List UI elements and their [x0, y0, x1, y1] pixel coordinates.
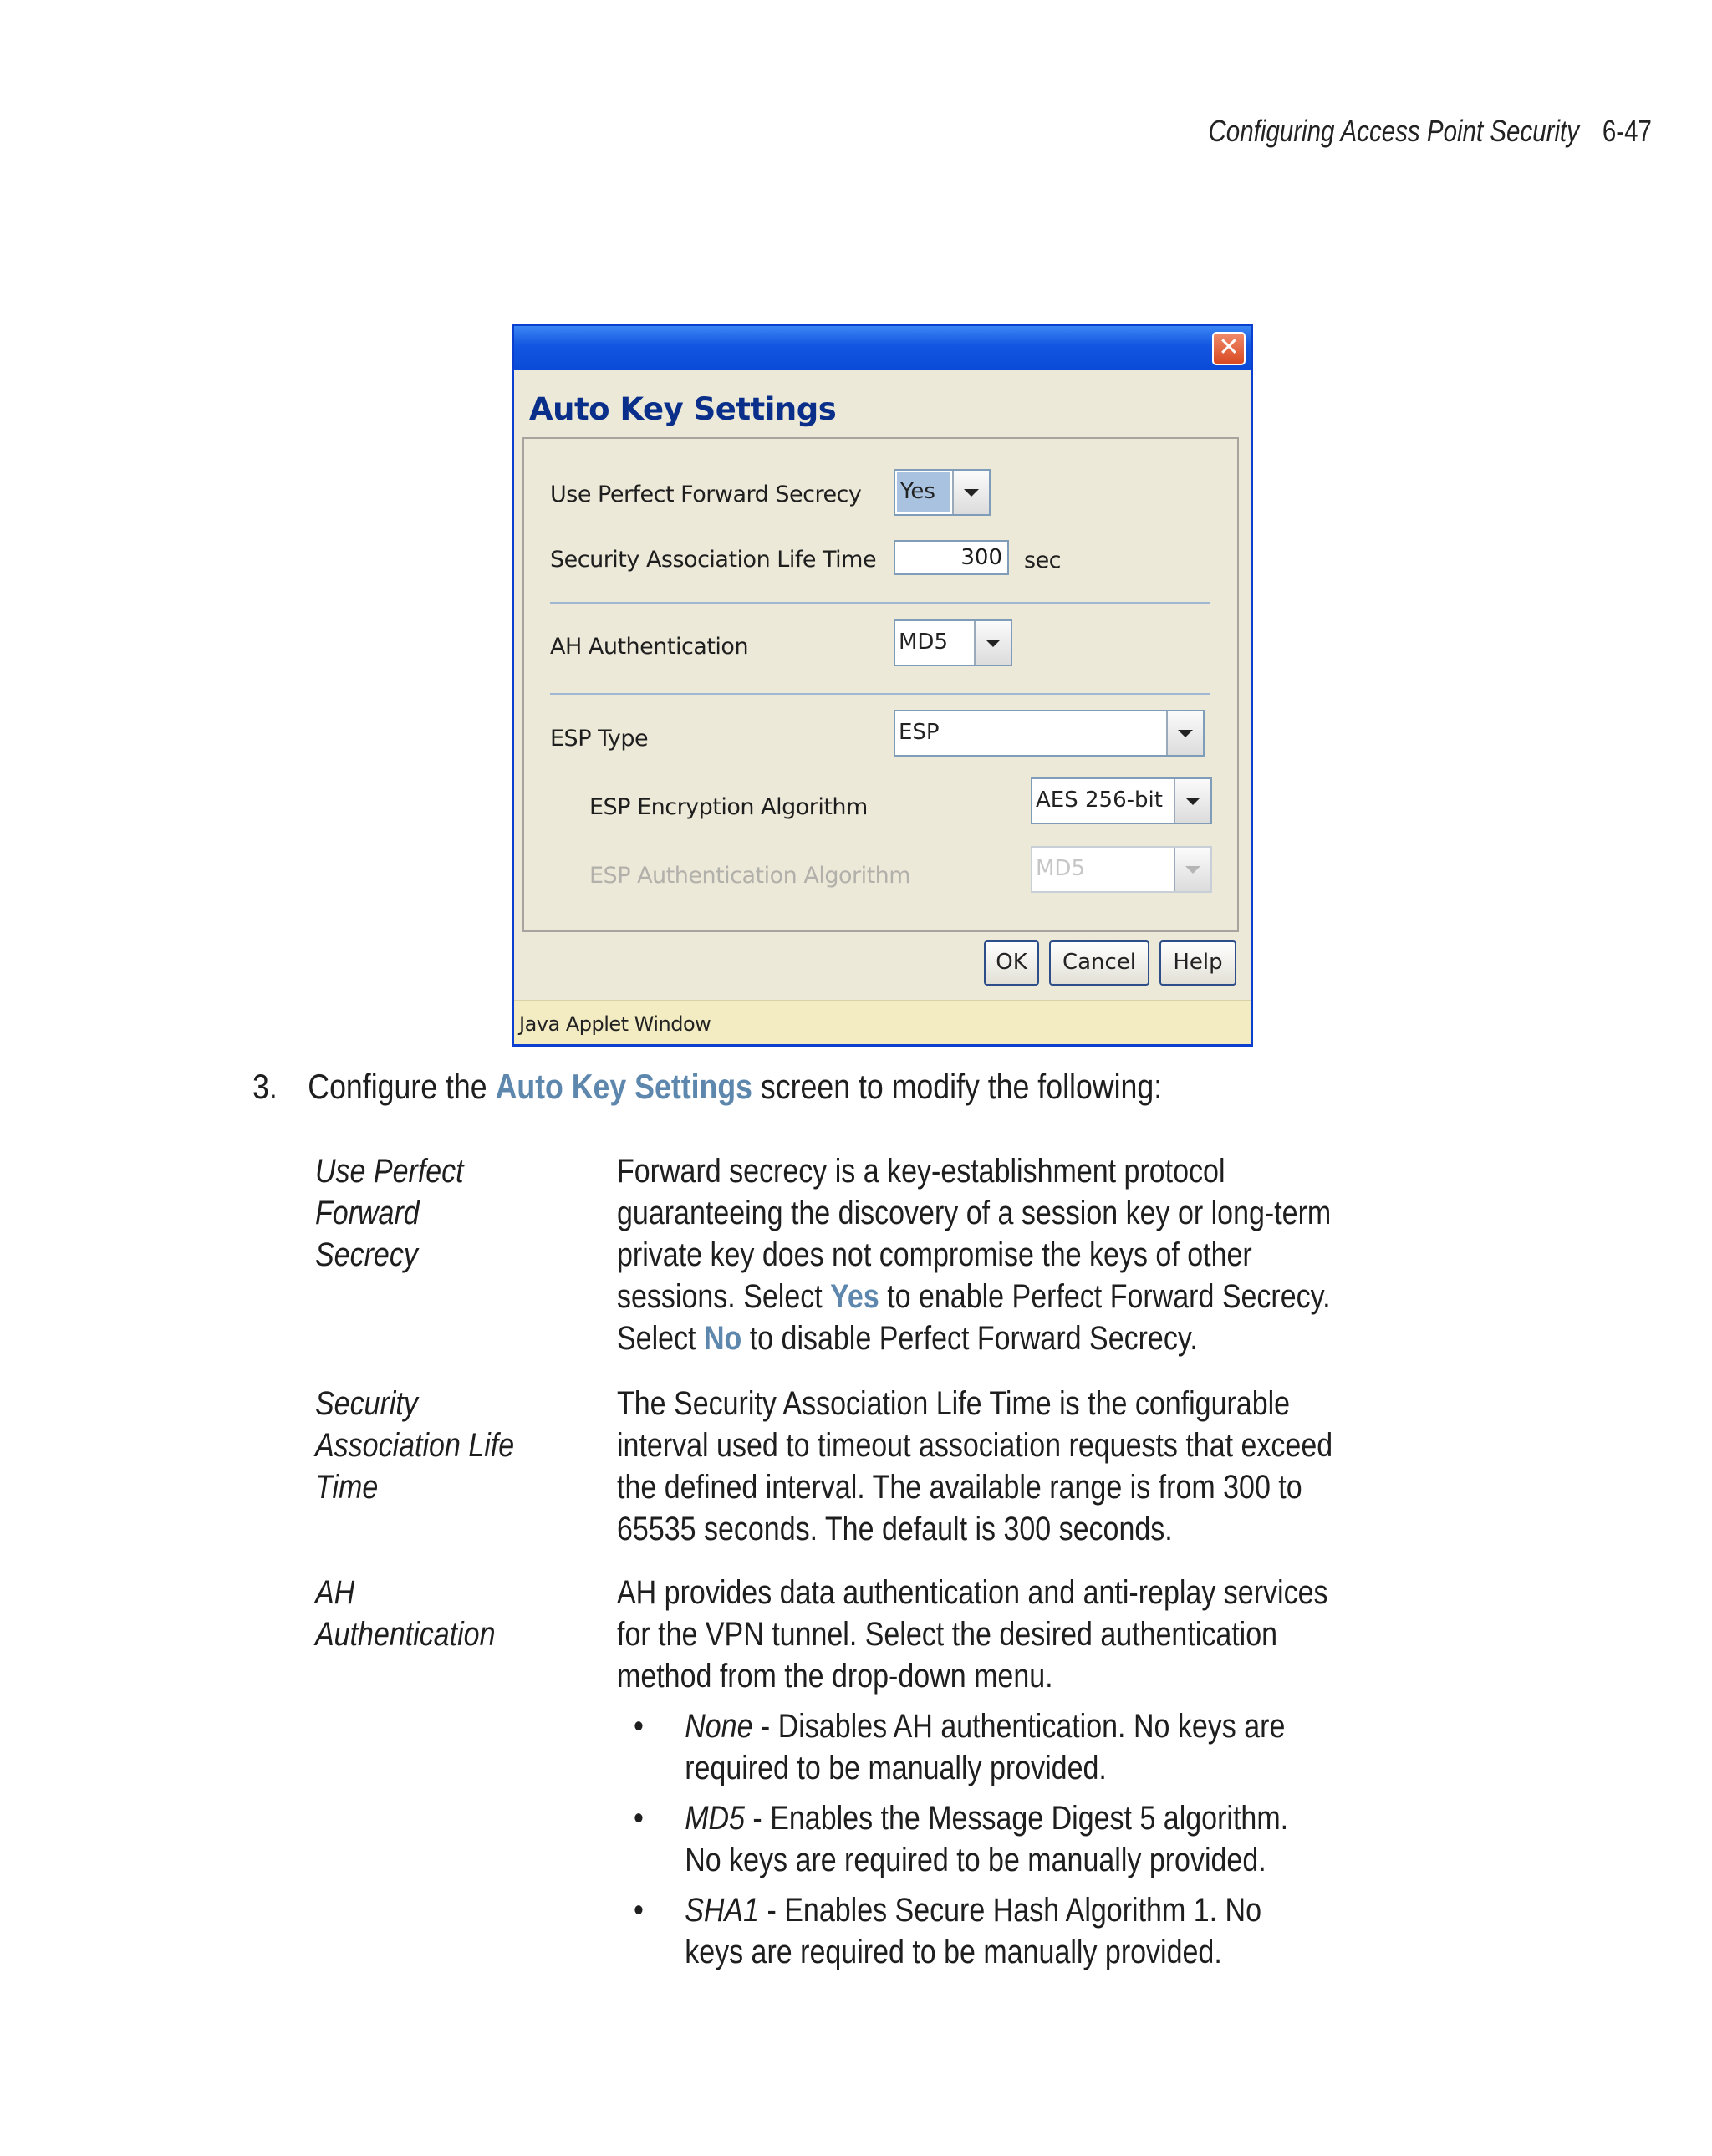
dialog-title: Auto Key Settings: [529, 391, 837, 427]
esp-auth-select: [1031, 846, 1212, 893]
page-header: [1208, 114, 1652, 149]
term-ah: AH Authentication: [315, 1574, 496, 1653]
bullet-icon: •: [634, 1708, 644, 1745]
esp-enc-select[interactable]: [1031, 777, 1212, 824]
desc-pfs-part3: to disable Perfect Forward Secrecy.: [741, 1320, 1198, 1357]
esp-enc-label: ESP Encryption Algorithm: [589, 794, 868, 820]
settings-panel: [522, 437, 1239, 932]
ah-value: MD5: [899, 629, 948, 655]
step-text-post: screen to modify the following:: [752, 1067, 1163, 1106]
bullet-name: MD5: [685, 1800, 745, 1837]
desc-pfs-part2: to enable Perfect Forward Secrecy. Select: [617, 1278, 1331, 1357]
close-icon[interactable]: ✕: [1212, 332, 1246, 365]
esp-type-value: ESP: [899, 720, 940, 745]
chevron-down-icon[interactable]: [952, 471, 989, 514]
esp-auth-value: MD5: [1036, 856, 1085, 881]
chevron-down-icon[interactable]: [974, 621, 1011, 665]
bullet-text: [685, 1797, 1324, 1881]
page-number: 6-47: [1602, 114, 1652, 148]
salt-unit: sec: [1024, 548, 1062, 573]
pfs-label: Use Perfect Forward Secrecy: [550, 482, 862, 507]
ok-button[interactable]: OK: [984, 940, 1039, 986]
ah-label: AH Authentication: [550, 634, 749, 660]
esp-auth-label: ESP Authentication Algorithm: [589, 863, 911, 889]
desc-salt: The Security Association Life Time is the configurable interval used to timeout association requests that exceed the defined interval. The available range is from 300 to 65535 seconds. The default is 300 seconds.: [617, 1385, 1333, 1547]
desc-ah: AH provides data authentication and anti-replay services for the VPN tunnel. Select the desired authentication method from the drop-down menu.: [617, 1574, 1328, 1695]
step-number: 3.: [252, 1067, 278, 1106]
desc-pfs: [617, 1150, 1349, 1359]
step-text-pre: Configure the: [308, 1067, 496, 1106]
cancel-button[interactable]: Cancel: [1049, 940, 1149, 986]
term-salt: Security Association Life Time: [315, 1385, 515, 1506]
step-instruction: [252, 1067, 1162, 1107]
chevron-down-icon: [1174, 848, 1210, 891]
ah-select[interactable]: [894, 619, 1012, 666]
esp-type-select[interactable]: [894, 710, 1205, 757]
term-pfs: Use Perfect Forward Secrecy: [315, 1153, 464, 1273]
section-title: Configuring Access Point Security: [1208, 114, 1580, 148]
help-button[interactable]: Help: [1159, 940, 1236, 986]
bullet-text: [685, 1889, 1324, 1973]
desc-pfs-part1: Forward secrecy is a key-establishment protocol guaranteeing the discovery of a session key or long-term private key does not compromise the keys of other sessions. Select: [617, 1153, 1332, 1315]
auto-key-settings-dialog: [512, 324, 1253, 1047]
pfs-value: Yes: [897, 472, 950, 512]
step-link: Auto Key Settings: [495, 1067, 753, 1106]
bullet-icon: •: [634, 1800, 644, 1837]
status-bar: [514, 1000, 1251, 1044]
window-titlebar: [514, 326, 1251, 370]
salt-label: Security Association Life Time: [550, 547, 877, 573]
bullet-text: [685, 1705, 1324, 1789]
chevron-down-icon[interactable]: [1174, 779, 1210, 823]
separator: [550, 693, 1210, 695]
bullet-desc: - Disables AH authentication. No keys are required to be manually provided.: [685, 1708, 1286, 1786]
esp-type-label: ESP Type: [550, 726, 649, 752]
bullet-icon: •: [634, 1892, 644, 1929]
no-keyword: No: [703, 1320, 742, 1357]
separator: [550, 602, 1210, 604]
status-text: Java Applet Window: [519, 1012, 711, 1036]
bullet-desc: - Enables the Message Digest 5 algorithm. No keys are required to be manually provided.: [685, 1800, 1289, 1878]
yes-keyword: Yes: [830, 1278, 879, 1315]
bullet-name: None: [685, 1708, 753, 1745]
chevron-down-icon[interactable]: [1166, 711, 1203, 755]
bullet-desc: - Enables Secure Hash Algorithm 1. No keys are required to be manually provided.: [685, 1892, 1261, 1970]
pfs-select[interactable]: [894, 469, 991, 516]
bullet-name: SHA1: [685, 1892, 760, 1929]
salt-input[interactable]: 300: [894, 540, 1009, 575]
esp-enc-value: AES 256-bit: [1036, 787, 1163, 813]
